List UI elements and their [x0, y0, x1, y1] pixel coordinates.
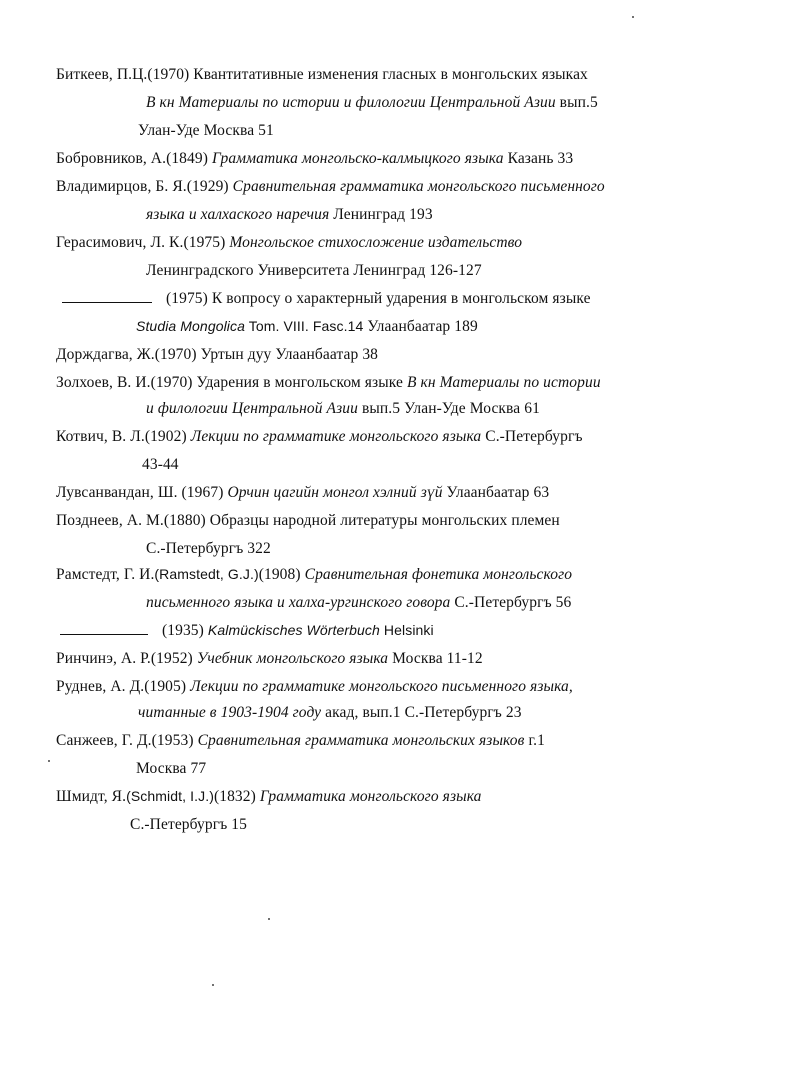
entry-bitkeev-line-3: Улан-Уде Москва 51: [138, 122, 274, 139]
entry-ramstedt-line-2: письменного языка и халха-ургинского говора С.-Петербургъ 56: [146, 594, 572, 611]
entry-gerasimovich-line-2: Ленинградского Университета Ленинград 126-127: [146, 262, 482, 279]
entry-rinchine-line-1: Ринчинэ, А. Р.(1952) Учебник монгольского языка Москва 11-12: [56, 650, 483, 667]
repeat-author-rule: [60, 633, 148, 635]
entry-ramstedt-line-1: Рамстедт, Г. И.(Ramstedt, G.J.)(1908) Сравнительная фонетика монгольского: [56, 566, 573, 583]
entry-gerasimovich-line-1: Герасимович, Л. К.(1975) Монгольское стихосложение издательство: [56, 234, 523, 251]
entry-gerasimovich-1975-line-2: Studia Mongolica Tom. VIII. Fasc.14 Улаанбаатар 189: [136, 318, 478, 335]
entry-rudnev-line-2: читанные в 1903-1904 году акад, вып.1 С.-Петербургъ 23: [138, 704, 522, 721]
entry-zolkhoev-line-2: и филологии Центральной Азии вып.5 Улан-Уде Москва 61: [146, 400, 540, 417]
repeat-author-rule: [62, 301, 152, 303]
entry-schmidt-line-1: Шмидт, Я.(Schmidt, I.J.)(1832) Грамматика монгольского языка: [56, 788, 482, 805]
entry-kotvich-line-1: Котвич, В. Л.(1902) Лекции по грамматике монгольского языка С.-Петербургъ: [56, 428, 583, 445]
entry-vladimirtsov-line-2: языка и халхаского наречия Ленинград 193: [146, 206, 433, 223]
entry-bitkeev-line-2: В кн Материалы по истории и филологии Центральной Азии вып.5: [146, 94, 598, 111]
entry-rudnev-line-1: Руднев, А. Д.(1905) Лекции по грамматике монгольского письменного языка,: [56, 678, 573, 695]
entry-zolkhoev-line-1: Золхоев, В. И.(1970) Ударения в монгольском языке В кн Материалы по истории: [56, 374, 601, 391]
entry-dorjdagva-line-1: Дорждагва, Ж.(1970) Уртын дуу Улаанбаатар 38: [56, 346, 379, 363]
scan-speck: [212, 984, 214, 986]
entry-kotvich-line-2: 43-44: [142, 456, 179, 473]
entry-bobrovnikov-line-1: Бобровников, А.(1849) Грамматика монгольско-калмыцкого языка Казань 33: [56, 150, 574, 167]
entry-gerasimovich-1975-line-1: (1975) К вопросу о характерный ударения в монгольском языке: [62, 290, 591, 308]
scan-speck: [268, 918, 270, 920]
entry-sanzheev-line-1: Санжеев, Г. Д.(1953) Сравнительная грамматика монгольских языков г.1: [56, 732, 545, 749]
entry-schmidt-line-2: С.-Петербургъ 15: [130, 816, 247, 833]
entry-pozdneev-line-1: Позднеев, А. М.(1880) Образцы народной литературы монгольских племен: [56, 512, 560, 529]
entry-bitkeev-line-1: Биткеев, П.Ц.(1970) Квантитативные изменения гласных в монгольских языках: [56, 66, 588, 83]
entry-ramstedt-1935-line-1: (1935) Kalmückisches Wörterbuch Helsinki: [60, 622, 434, 640]
entry-pozdneev-line-2: С.-Петербургъ 322: [146, 540, 271, 557]
entry-vladimirtsov-line-1: Владимирцов, Б. Я.(1929) Сравнительная грамматика монгольского письменного: [56, 178, 605, 195]
entry-luvsanvandan-line-1: Лувсанвандан, Ш. (1967) Орчин цагийн монгол хэлний зүй Улаанбаатар 63: [56, 484, 550, 501]
scan-speck: [48, 760, 50, 762]
scan-speck: [632, 16, 634, 18]
entry-sanzheev-line-2: Москва 77: [136, 760, 207, 777]
